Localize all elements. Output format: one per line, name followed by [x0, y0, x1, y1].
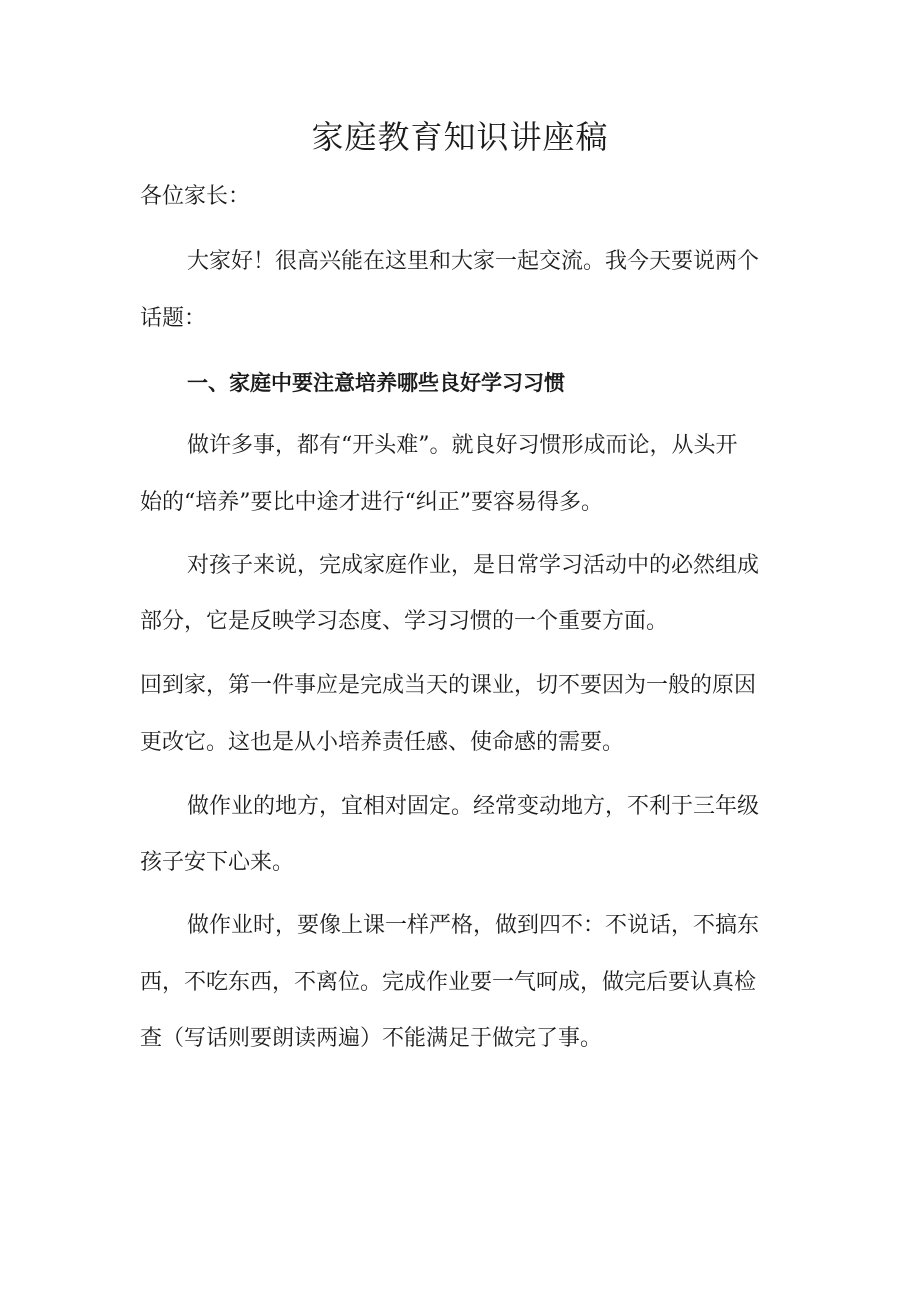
paragraph-1-line-1: 做许多事，都有“开头难”。就良好习惯形成而论，从头开: [187, 433, 738, 458]
document-title: 家庭教育知识讲座稿: [311, 118, 609, 156]
paragraph-1-line-2: 始的“培养”要比中途才进行“纠正”要容易得多。: [140, 490, 603, 515]
paragraph-5-line-2: 西，不吃东西，不离位。完成作业要一气呵成，做完后要认真检: [140, 970, 757, 995]
paragraph-3-line-1: 回到家，第一件事应是完成当天的课业，切不要因为一般的原因: [140, 673, 757, 698]
paragraph-2-line-2: 部分，它是反映学习态度、学习习惯的一个重要方面。: [140, 609, 669, 634]
salutation: 各位家长：: [140, 184, 251, 209]
paragraph-4-line-1: 做作业的地方，宜相对固定。经常变动地方，不利于三年级: [187, 794, 760, 819]
paragraph-3-line-2: 更改它。这也是从小培养责任感、使命感的需要。: [140, 730, 625, 755]
paragraph-2-line-1: 对孩子来说，完成家庭作业，是日常学习活动中的必然组成: [187, 553, 760, 578]
paragraph-5-line-1: 做作业时，要像上课一样严格，做到四不：不说话，不搞东: [187, 913, 760, 938]
intro-line-1: 大家好！很高兴能在这里和大家一起交流。我今天要说两个: [187, 249, 760, 274]
paragraph-4-line-2: 孩子安下心来。: [140, 850, 295, 875]
section-heading-1: 一、家庭中要注意培养哪些良好学习习惯: [187, 371, 565, 395]
intro-line-2: 话题：: [140, 306, 207, 331]
paragraph-5-line-3: 查（写话则要朗读两遍）不能满足于做完了事。: [140, 1026, 603, 1051]
